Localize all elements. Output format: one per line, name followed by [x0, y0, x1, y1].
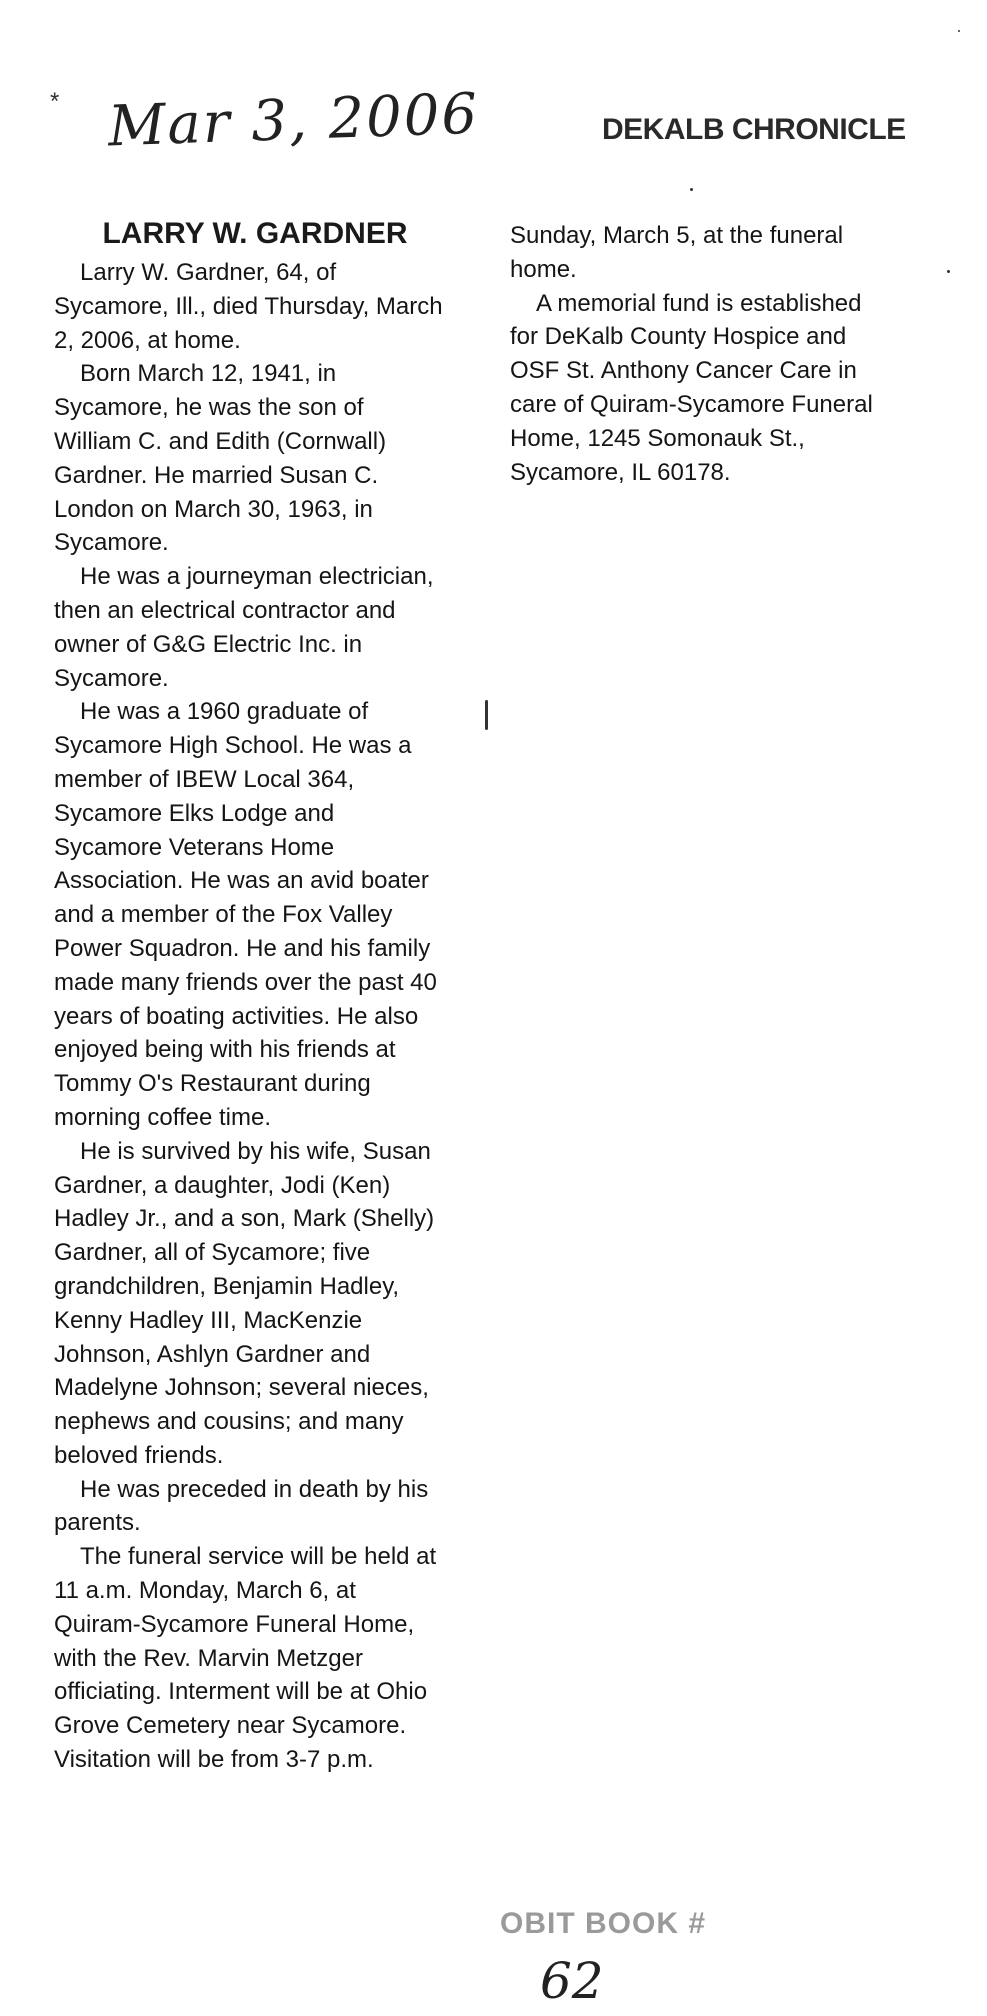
- stray-mark: *: [50, 88, 60, 115]
- obit-book-stamp: OBIT BOOK #: [500, 1907, 707, 1940]
- scan-speck: [485, 700, 488, 730]
- paragraph: Sunday, March 5, at the funeral home.: [510, 222, 844, 283]
- paragraph: Larry W. Gardner, 64, of Sycamore, Ill., died Thursday, March 2, 2006, at home.: [54, 259, 443, 354]
- scan-speck: [947, 270, 950, 273]
- handwritten-book-number: 62: [540, 1952, 604, 2010]
- paragraph: The funeral service will be held at 11 a.m. Monday, March 6, at Quiram-Sycamore Funeral Home, with the Rev. Marvin Metzger officiating. Interment will be at Ohio Grove Cemetery near Sycamore. Visitation will be from 3-7 p.m.: [54, 1543, 437, 1774]
- paragraph: Born March 12, 1941, in Sycamore, he was the son of William C. and Edith (Cornwall) Gardner. He married Susan C. London on March 30, 1963, in Sycamore.: [54, 360, 387, 557]
- paragraph: He was preceded in death by his parents.: [54, 1475, 429, 1537]
- paragraph: A memorial fund is established for DeKalb County Hospice and OSF St. Anthony Cancer Care in care of Quiram-Sycamore Funeral Home, 1245 Somonauk St., Sycamore, IL 60178.: [510, 289, 873, 486]
- obituary-headline: LARRY W. GARDNER: [102, 217, 408, 250]
- obituary-column-2: [510, 219, 890, 489]
- scan-speck: [690, 188, 693, 191]
- paragraph: He was a 1960 graduate of Sycamore High School. He was a member of IBEW Local 364, Sycamore Elks Lodge and Sycamore Veterans Home Association. He was an avid boater and a member of the Fox Valley Power Squadron. He and his family made many friends over the past 40 years of boating activities. He also enjoyed being with his friends at Tommy O's Restaurant during morning coffee time.: [54, 698, 437, 1131]
- handwritten-date: Mar 3, 2006: [106, 81, 481, 160]
- paragraph: He was a journeyman electrician, then an electrical contractor and owner of G&G Electric Inc. in Sycamore.: [54, 563, 434, 692]
- scan-speck: [958, 30, 960, 32]
- obituary-column-1: [54, 256, 444, 1777]
- newspaper-masthead: DEKALB CHRONICLE: [602, 113, 906, 146]
- paragraph: He is survived by his wife, Susan Gardner, a daughter, Jodi (Ken) Hadley Jr., and a son, Mark (Shelly) Gardner, all of Sycamore; five grandchildren, Benjamin Hadley, Kenny Hadley III, MacKenzie Johnson, Ashlyn Gardner and Madelyne Johnson; several nieces, nephews and cousins; and many beloved friends.: [54, 1137, 435, 1469]
